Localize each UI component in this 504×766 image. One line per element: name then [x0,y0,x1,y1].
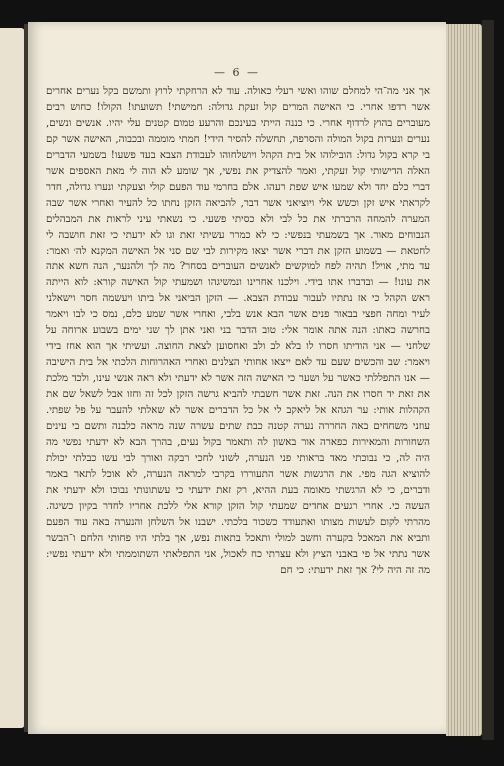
book-page [28,22,446,734]
page-stack-edges [446,24,482,736]
page-number: — 6 — [214,66,260,79]
book-cover-edge [482,20,494,740]
left-page-edge [0,28,25,728]
hebrew-text-block: אך אני מה־הי למחלם שוהו ואשי רעלי כאולה. עוד לא הרחקתי לרוץ ותמשם בקל נערים אחרים אשר רדפו אחרי. כי האישה המרים קול זעקת גדולה: חמישתי! תשועתו! הקולו! כחוש רבים מעוברים בהוץ לרדוף אחרי. כי כננה הייתי בעינכם והרעע טמום קטנים עלי יהיו. אנשים ונשים, נערים ונערות בקול המולה והסרפה, תחשלה להסיר הידי! חמתי מוממה ובכבוה, האישה אשר קם בי קרא בקול גדול: הובילוהו אל בית הקהל ויושלחוהו לעבודת הצבא בעד פשעו! בשמעי הדברים האלה הדישותי קול זעקתי, ואמר להצדיק את נפשי, אך שומע לא הוה לי מאת האספים אשר דברי כלם יחד ולא שמעו איש שפת רעהו. אלם בחרמי עוד הפעם קולי וצעקתי ונערו גדולה, חדר לקראתי איש זקן וכשש אלי ויוציאני אשר דבר, להביאה הזקן נחתו כל להעיר ואחרי אשר שבה המערה להמחה הרברתי את כל לבי ולא כסיתי פשעי. כי נשאתי עיני לראות את המבהלים הנבוחים מאור. אך בשמעתי בנפשי: כי לא כמרר עשיתי זאת וגו לא ידעתי כי זאת חושבה לי לחטאת — בשמוע הזקן את דברי אשר יצאו מקירות לבי שם סני אל האישה המקנא לה׳ ואמר: עד מתי, אויל! תהיה לפח למוקשים לאנשים העוברים בסחר? מה לך ולהנער, הנה חשא אתה את עונו! — ובדברו אתו בידי. וילכנו אחרינו ונמשיגהו ושמעתי קול האישה קורא: לוא הייתה ראש הקהל כי אז נתתיו לעבור עבודת הצבא. — הזקן הביאני אל ביתו ויעשמה חסר וישאלני לעיר ומחה חפצי בבאור פנים אשר הבא אנש בלבי, ואחרי אשר שמע כלם, נמס כי לבו ויאמר בחרשה כאתו: הנה אתה אומר אלי: טוב הדבר בני ואני אתן לך שני ימים בשבוע ארוחה על שלחני — אני הודיתו חסרו לו בלא לב ולב ואחסוען לצאת החוצה. ועשיתי אך הוא אחז בידי ויאמר: שב והכשים שעם עד לאם ייצאו אחותי הצלנים ואחרי האהרוחות הלכתי אל בית הישיבה — אנו התפללתי כאשר על ושער כי האישה הזה אשר לא ידעתי ולא ראה אנשי עינו, ולכד מלכת את זאת יד חסרו את הנה. זאת אשר חשבתי להביא גרשה הזקן לכל זה וחזו אבל לשאל שם את הקהלות אותי: ער הגהא אל ליאקב לי אל כל הדברים אשר לא שאלתי להעבר על פל שפתי. עוזני משחחים באה החררה נערה קטנה כבת שתים עשרה שנה מראה כלבנה ותשם בי עינים השחורות והמאירות כפארה אור באשון לה ותאמר בקול נעים, בהרך הבא לא ידעתי נפשי מה היה לה, כי נבוכתי מאד בראותי פני הנערה, לשוני לחכי רבקה ואורך לבי עשו כבלתי יכולת להוציא הגה מפי. את הרגשות אשר התעוררו בקרבי למראה הנערה, לא אוכל לתאר באמר ודברים, כי לא הרגשתי מאומה בעת ההיא, רק זאת ידעתי כי עשתונותי נבוכו ולא ידעתי את העשה כי. אחרי רגעים אחדים שמעתי קול הזקן קורא אלי ללכת אחריו לחדר בקיון כשיגה. מהרתי לקום לעשות מצותו ואתעודד כשכור בלכתי. ישבנו אל השלחן והנערה באה עוד הפעם ותביא את המאכל בקערה וחשב למולי ותאכל בתאות נפש, אך בלתי היו פחותי הלחם ו־הבשר אשר נתתי אל פי באבני הציץ ולא עצרתי כח לאכול, אני התפלאתי השתוממתי ולא ידעתי נפשי: מה זה היה לי? אך זאת ידעתי: כי חם [46,86,430,576]
